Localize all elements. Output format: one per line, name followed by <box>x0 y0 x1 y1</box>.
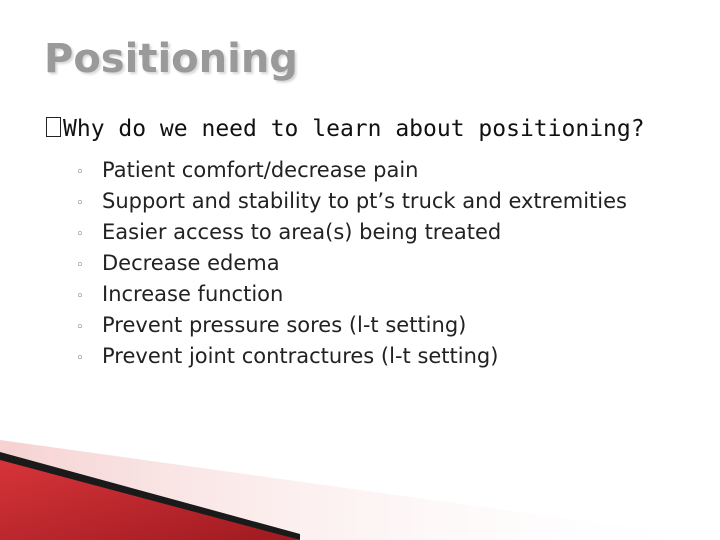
list-item-text: Prevent joint contractures (l-t setting) <box>102 344 499 368</box>
list-item-text: Patient comfort/decrease pain <box>102 158 419 182</box>
list-item-text: Decrease edema <box>102 251 280 275</box>
circle-bullet-icon: ◦ <box>76 289 84 304</box>
main-bullet <box>46 116 645 142</box>
list-item <box>76 217 627 248</box>
main-bullet-text: Why do we need to learn about positioning? <box>63 116 645 142</box>
list-item <box>76 186 627 217</box>
list-item <box>76 248 627 279</box>
circle-bullet-icon: ◦ <box>76 165 84 180</box>
list-item <box>76 155 627 186</box>
list-item <box>76 279 627 310</box>
circle-bullet-icon: ◦ <box>76 351 84 366</box>
list-item-text: Increase function <box>102 282 284 306</box>
sub-bullet-list <box>76 155 627 372</box>
list-item-text: Prevent pressure sores (l-t setting) <box>102 313 467 337</box>
circle-bullet-icon: ◦ <box>76 196 84 211</box>
circle-bullet-icon: ◦ <box>76 258 84 273</box>
circle-bullet-icon: ◦ <box>76 227 84 242</box>
box-bullet-icon <box>46 117 61 137</box>
list-item-text: Easier access to area(s) being treated <box>102 220 502 244</box>
list-item <box>76 341 627 372</box>
list-item-text: Support and stability to pt’s truck and extremities <box>102 189 627 213</box>
circle-bullet-icon: ◦ <box>76 320 84 335</box>
slide-title: Positioning <box>44 36 298 82</box>
list-item <box>76 310 627 341</box>
